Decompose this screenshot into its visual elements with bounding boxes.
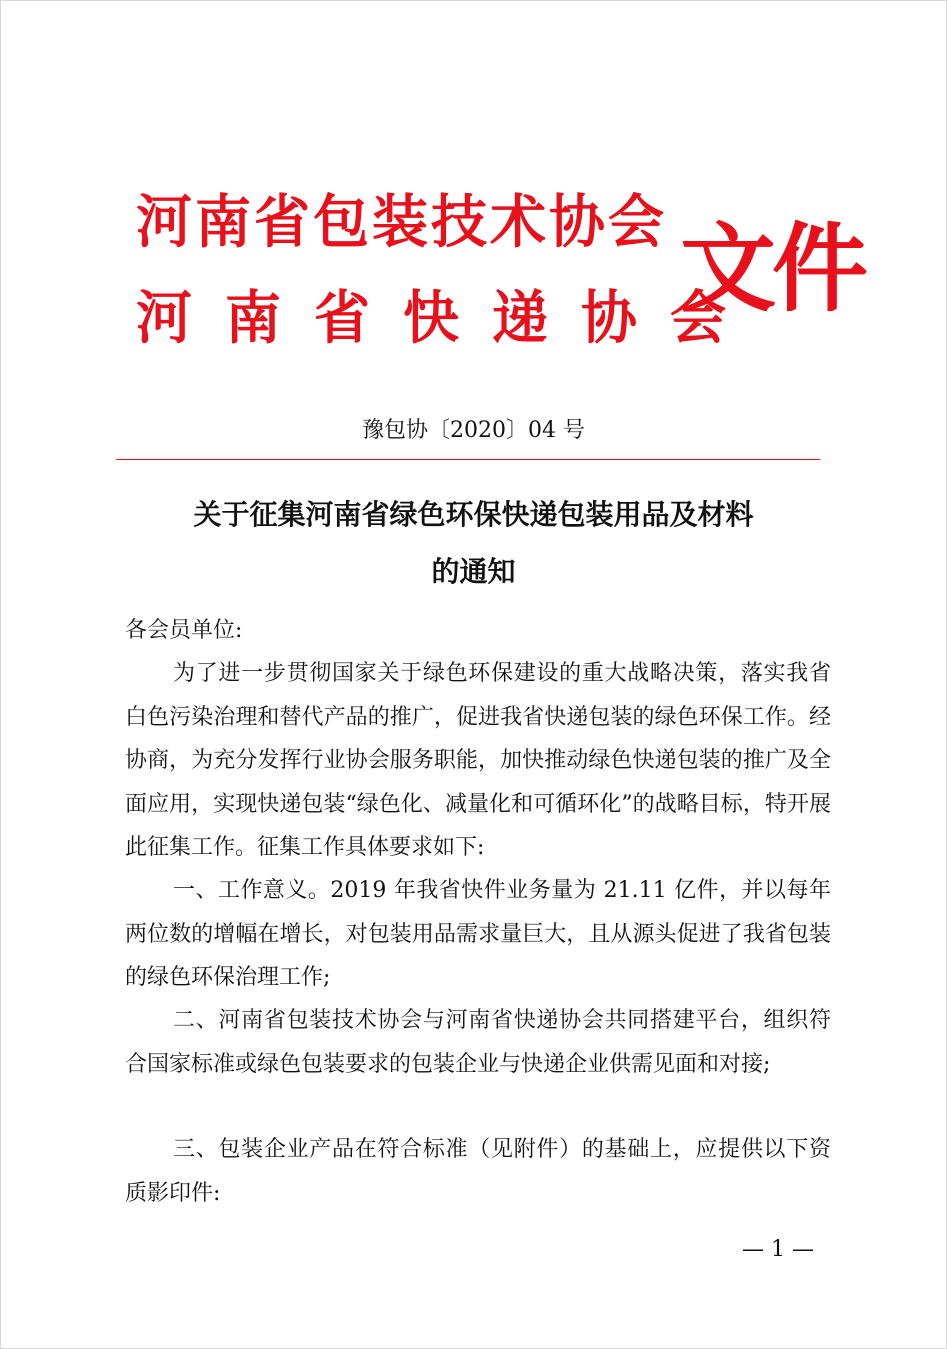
issuer-name-express-association: 河南省快递协会 (136, 284, 759, 352)
document-word: 文件 (680, 212, 864, 325)
paragraph-item-3: 三、包装企业产品在符合标准（见附件）的基础上，应提供以下资质影印件: (125, 1137, 831, 1206)
document-number: 豫包协〔2020〕04 号 (362, 418, 585, 443)
page-number: — 1 — (742, 1237, 814, 1262)
salutation: 各会员单位: (125, 618, 243, 643)
issuer-name-packaging-association: 河南省包装技术协会 (136, 188, 667, 256)
paragraph-intro: 为了进一步贯彻国家关于绿色环保建设的重大战略决策，落实我省白色污染治理和替代产品的推广，促进我省快递包装的绿色环保工作。经协商，为充分发挥行业协会服务职能，加快推动绿色快递包装的推广及全面应用，实现快递包装“绿色化、减量化和可循环化”的战略目标，特开展此征集工作。征集工作具体要求如下: (125, 661, 831, 860)
red-divider-line (116, 459, 820, 460)
paragraph-item-2: 二、河南省包装技术协会与河南省快递协会共同搭建平台，组织符合国家标准或绿色包装要求的包装企业与快递企业供需见面和对接; (125, 1008, 831, 1077)
paragraph-item-1: 一、工作意义。2019 年我省快件业务量为 21.11 亿件，并以每年两位数的增幅在增长，对包装用品需求量巨大，且从源头促进了我省包装的绿色环保治理工作; (125, 878, 831, 990)
notice-title-line-2: 的通知 (431, 555, 516, 588)
notice-title-line-1: 关于征集河南省绿色环保快递包装用品及材料 (193, 498, 754, 531)
